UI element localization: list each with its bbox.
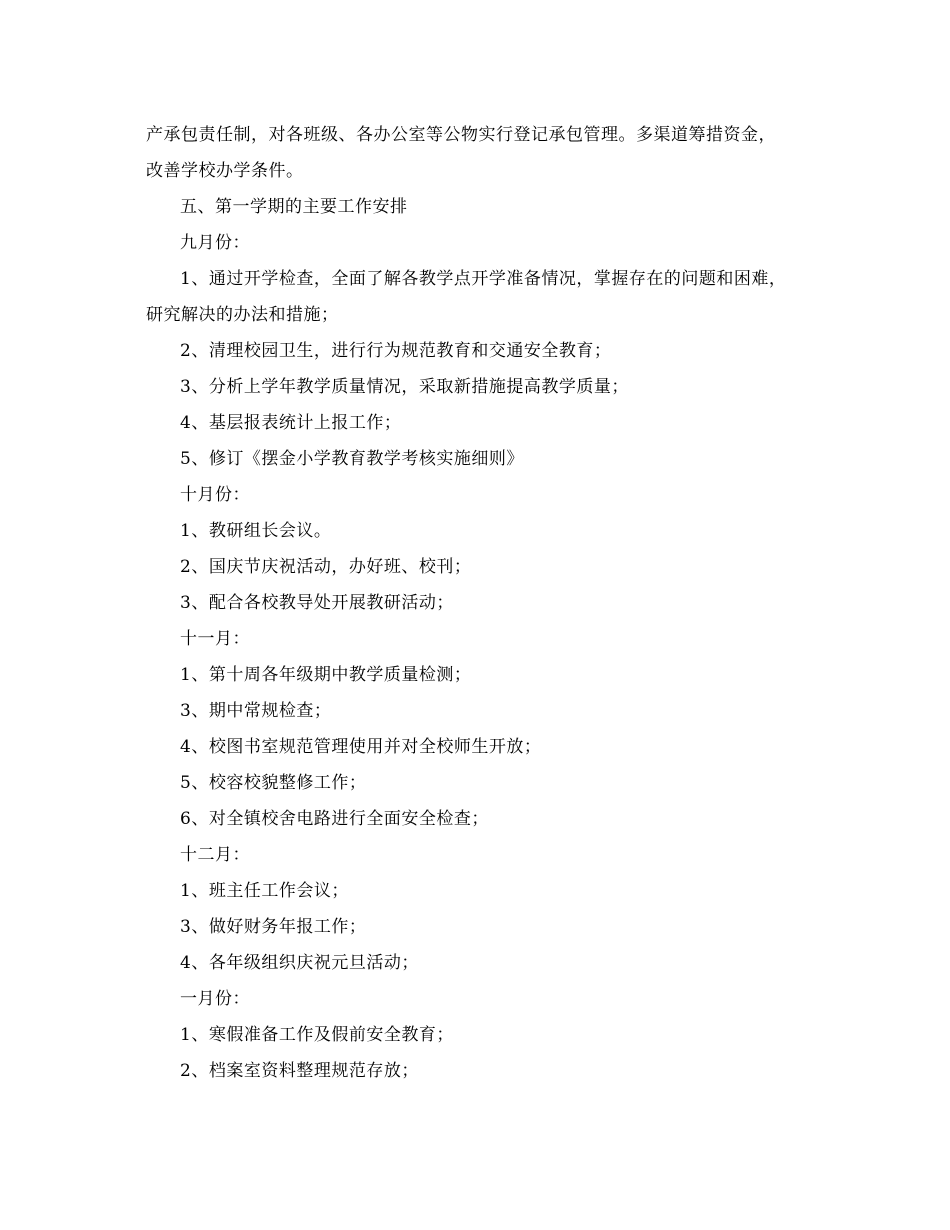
text-line: 研究解决的办法和措施；	[146, 305, 339, 325]
text-line: 改善学校办学条件。	[146, 161, 304, 181]
list-item: 1、班主任工作会议；	[180, 881, 349, 901]
list-item: 3、期中常规检查；	[180, 701, 332, 721]
list-item: 3、配合各校教导处开展教研活动；	[180, 593, 454, 613]
list-item: 2、档案室资料整理规范存放；	[180, 1061, 419, 1081]
text-line: 产承包责任制，对各班级、各办公室等公物实行登记承包管理。多渠道筹措资金，	[146, 125, 776, 145]
list-item: 2、国庆节庆祝活动，办好班、校刊；	[180, 557, 472, 577]
list-item: 1、寒假准备工作及假前安全教育；	[180, 1025, 454, 1045]
month-heading: 十月份：	[180, 485, 250, 505]
month-heading: 十一月：	[180, 629, 250, 649]
list-item: 5、修订《摆金小学教育教学考核实施细则》	[180, 449, 524, 469]
list-item: 4、基层报表统计上报工作；	[180, 413, 402, 433]
section-heading: 五、第一学期的主要工作安排	[180, 197, 408, 217]
document-body	[146, 117, 818, 1089]
list-item: 6、对全镇校舍电路进行全面安全检查；	[180, 809, 489, 829]
list-item: 4、各年级组织庆祝元旦活动；	[180, 953, 419, 973]
list-item: 4、校图书室规范管理使用并对全校师生开放；	[180, 737, 542, 757]
list-item: 1、第十周各年级期中教学质量检测；	[180, 665, 472, 685]
month-heading: 九月份：	[180, 233, 250, 253]
list-item: 3、做好财务年报工作；	[180, 917, 367, 937]
list-item: 1、教研组长会议。	[180, 521, 332, 541]
month-heading: 一月份：	[180, 989, 250, 1009]
list-item: 3、分析上学年教学质量情况，采取新措施提高教学质量；	[180, 377, 629, 397]
list-item: 2、清理校园卫生，进行行为规范教育和交通安全教育；	[180, 341, 612, 361]
list-item: 1、通过开学检查，全面了解各教学点开学准备情况，掌握存在的问题和困难，	[180, 269, 787, 289]
month-heading: 十二月：	[180, 845, 250, 865]
list-item: 5、校容校貌整修工作；	[180, 773, 367, 793]
